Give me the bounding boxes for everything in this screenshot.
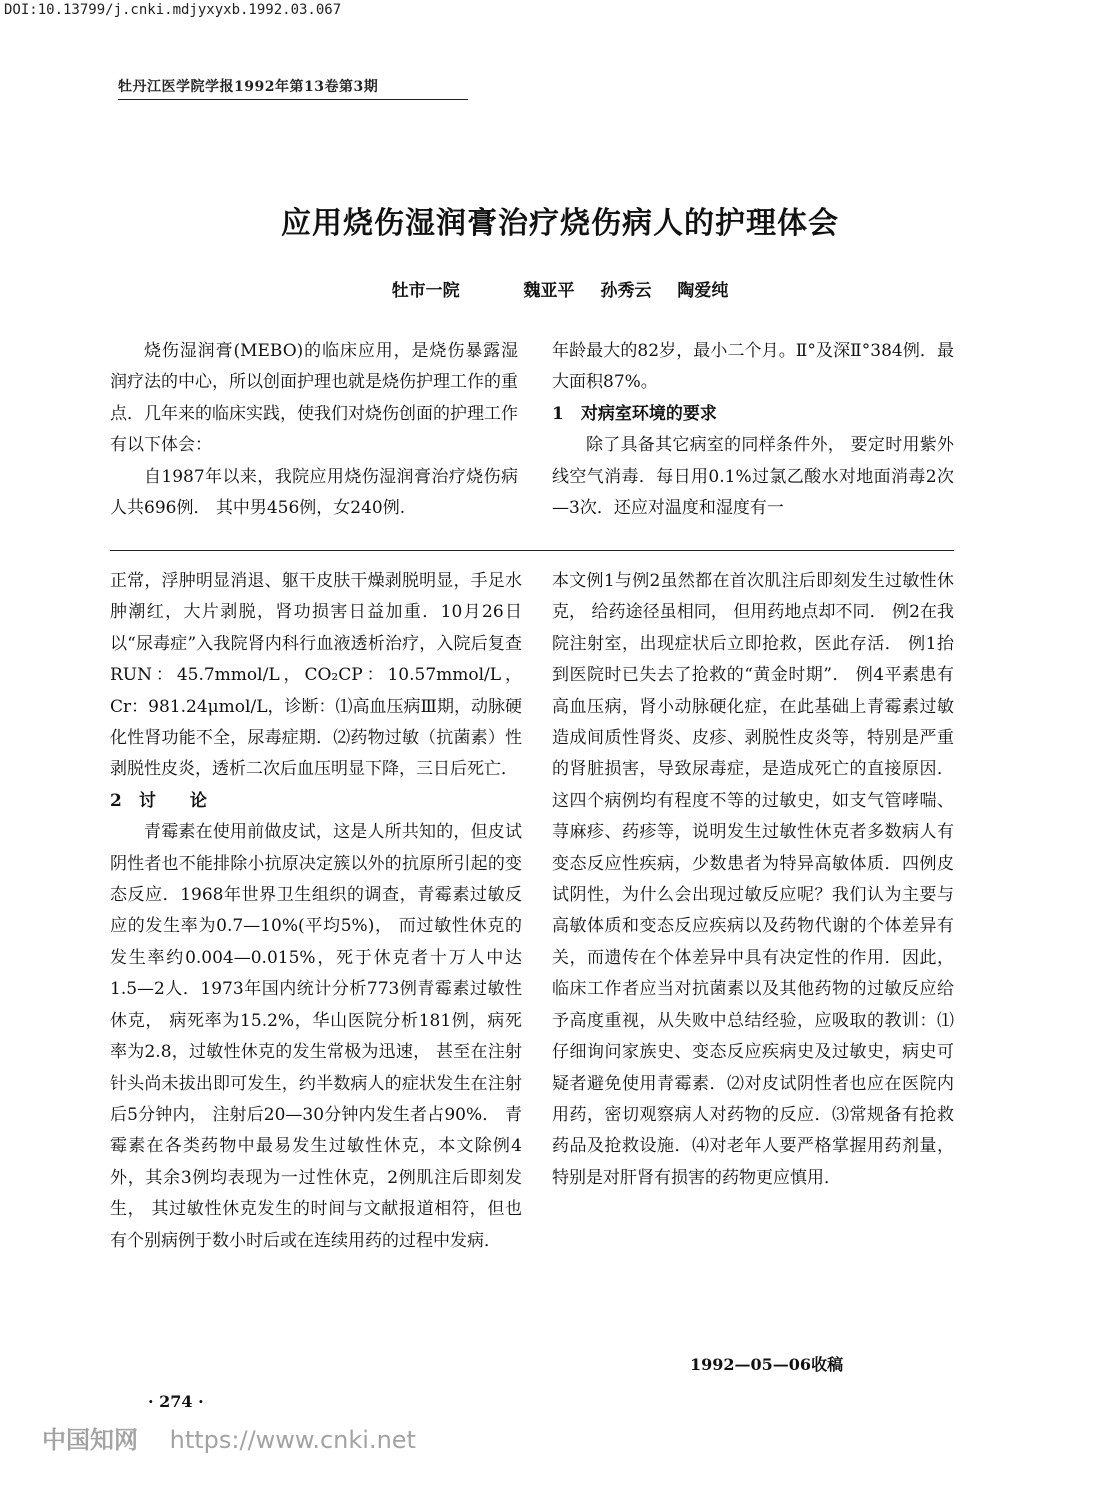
column-bottom-right: [552, 566, 954, 1194]
paragraph: 烧伤湿润膏(MEBO)的临床应用，是烧伤暴露湿润疗法的中心，所以创面护理也就是烧伤护理工作的重点．几年来的临床实践，使我们对烧伤创面的护理工作有以下体会：: [110, 341, 518, 456]
paragraph: 青霉素在使用前做皮试，这是人所共知的，但皮试阴性者也不能排除小抗原决定簇以外的抗原所引起的变态反应．1968年世界卫生组织的调查，青霉素过敏反应的发生率为0.7—10%(平均5%)， 而过敏性休克的发生率约0.004—0.015%，死于休克者十万人中达1.5—2人．1973年国内统计分析773例青霉素过敏性休克， 病死率为15.2%，华山医院分析181例，病死率为2.8，过敏性休克的发生常极为迅速， 甚至在注射针头尚未拔出即可发生，约半数病人的症状发生在注射后5分钟内， 注射后20—30分钟内发生者占90%． 青霉素在各类药物中最易发生过敏性休克，本文除例4外，其余3例均表现为一过性休克，2例肌注后即刻发生， 其过敏性休克发生的时间与文献报道相符，但也有个别病例于数小时后或在连续用药的过程中发病．: [110, 822, 522, 1251]
author-line: [0, 276, 1120, 301]
author-name: 陶爱纯: [677, 281, 729, 301]
section-heading: 1 对病室环境的要求: [552, 403, 717, 424]
doi-line: DOI:10.13799/j.cnki.mdjyxyxb.1992.03.067: [4, 2, 342, 18]
paragraph: 自1987年以来，我院应用烧伤湿润膏治疗烧伤病人共696例． 其中男456例，女240例.: [110, 466, 518, 519]
institution: 牡市一院: [391, 281, 460, 301]
author-name: 孙秀云: [600, 281, 652, 301]
column-top-right: [552, 336, 954, 524]
received-date: 1992—05—06收稿: [690, 1355, 844, 1374]
paragraph: 正常，浮肿明显消退、躯干皮肤干燥剥脱明显，手足水肿潮红，大片剥脱，肾功损害日益加重．10月26日以“尿毒症”入我院肾内科行血液透析治疗，入院后复查RUN：45.7mmol/L，CO₂CP：10.57mmol/L，Cr：981.24μmol/L，诊断：⑴高血压病Ⅲ期，动脉硬化性肾功能不全，尿毒症期．⑵药物过敏（抗菌素）性剥脱性皮炎，透析二次后血压明显下降，三日后死亡．: [110, 571, 522, 780]
journal-header: 牡丹江医学院学报1992年第13卷第3期: [118, 76, 468, 100]
section-divider: [110, 550, 954, 551]
paragraph: 除了具备其它病室的同样条件外， 要定时用紫外线空气消毒．每日用0.1%过氯乙酸水对地面消毒2次—3次．还应对温度和湿度有一: [552, 435, 954, 519]
paragraph: 本文例1与例2虽然都在首次肌注后即刻发生过敏性休克， 给药途径虽相同， 但用药地点却不同． 例2在我院注射室，出现症状后立即抢救，医此存活． 例1抬到医院时已失去了抢救的“黄金时期”． 例4平素患有高血压病，肾小动脉硬化症，在此基础上青霉素过敏造成间质性肾炎、皮疹、剥脱性皮炎等，特别是严重的肾脏损害，导致尿毒症，是造成死亡的直接原因．这四个病例均有程度不等的过敏史，如支气管哮喘、荨麻疹、药疹等，说明发生过敏性休克者多数病人有变态反应性疾病，少数患者为特异高敏体质．四例皮试阴性，为什么会出现过敏反应呢？我们认为主要与高敏体质和变态反应疾病以及药物代谢的个体差异有关，而遗传在个体差异中具有决定性的作用．因此，临床工作者应当对抗菌素以及其他药物的过敏反应给予高度重视，从失败中总结经验，应吸取的教训：⑴仔细询问家族史、变态反应疾病史及过敏史，病史可疑者避免使用青霉素．⑵对皮试阴性者也应在医院内用药，密切观察病人对药物的反应．⑶常规备有抢救药品及抢救设施．⑷对老年人要严格掌握用药剂量，特别是对肝肾有损害的药物更应慎用．: [552, 571, 954, 1188]
watermark-url: https://www.cnki.net: [169, 1426, 416, 1454]
cnki-watermark: [42, 1420, 416, 1455]
author-name: 魏亚平: [523, 281, 575, 301]
page-number: · 274 ·: [148, 1392, 204, 1411]
section-heading: 2 讨 论: [110, 790, 207, 811]
article-title: 应用烧伤湿润膏治疗烧伤病人的护理体会: [281, 206, 839, 241]
column-top-left: [110, 336, 518, 524]
watermark-brand: 中国知网: [42, 1426, 138, 1454]
paragraph: 年龄最大的82岁，最小二个月。Ⅱ°及深Ⅱ°384例．最大面积87%。: [552, 341, 954, 393]
column-bottom-left: [110, 566, 522, 1257]
